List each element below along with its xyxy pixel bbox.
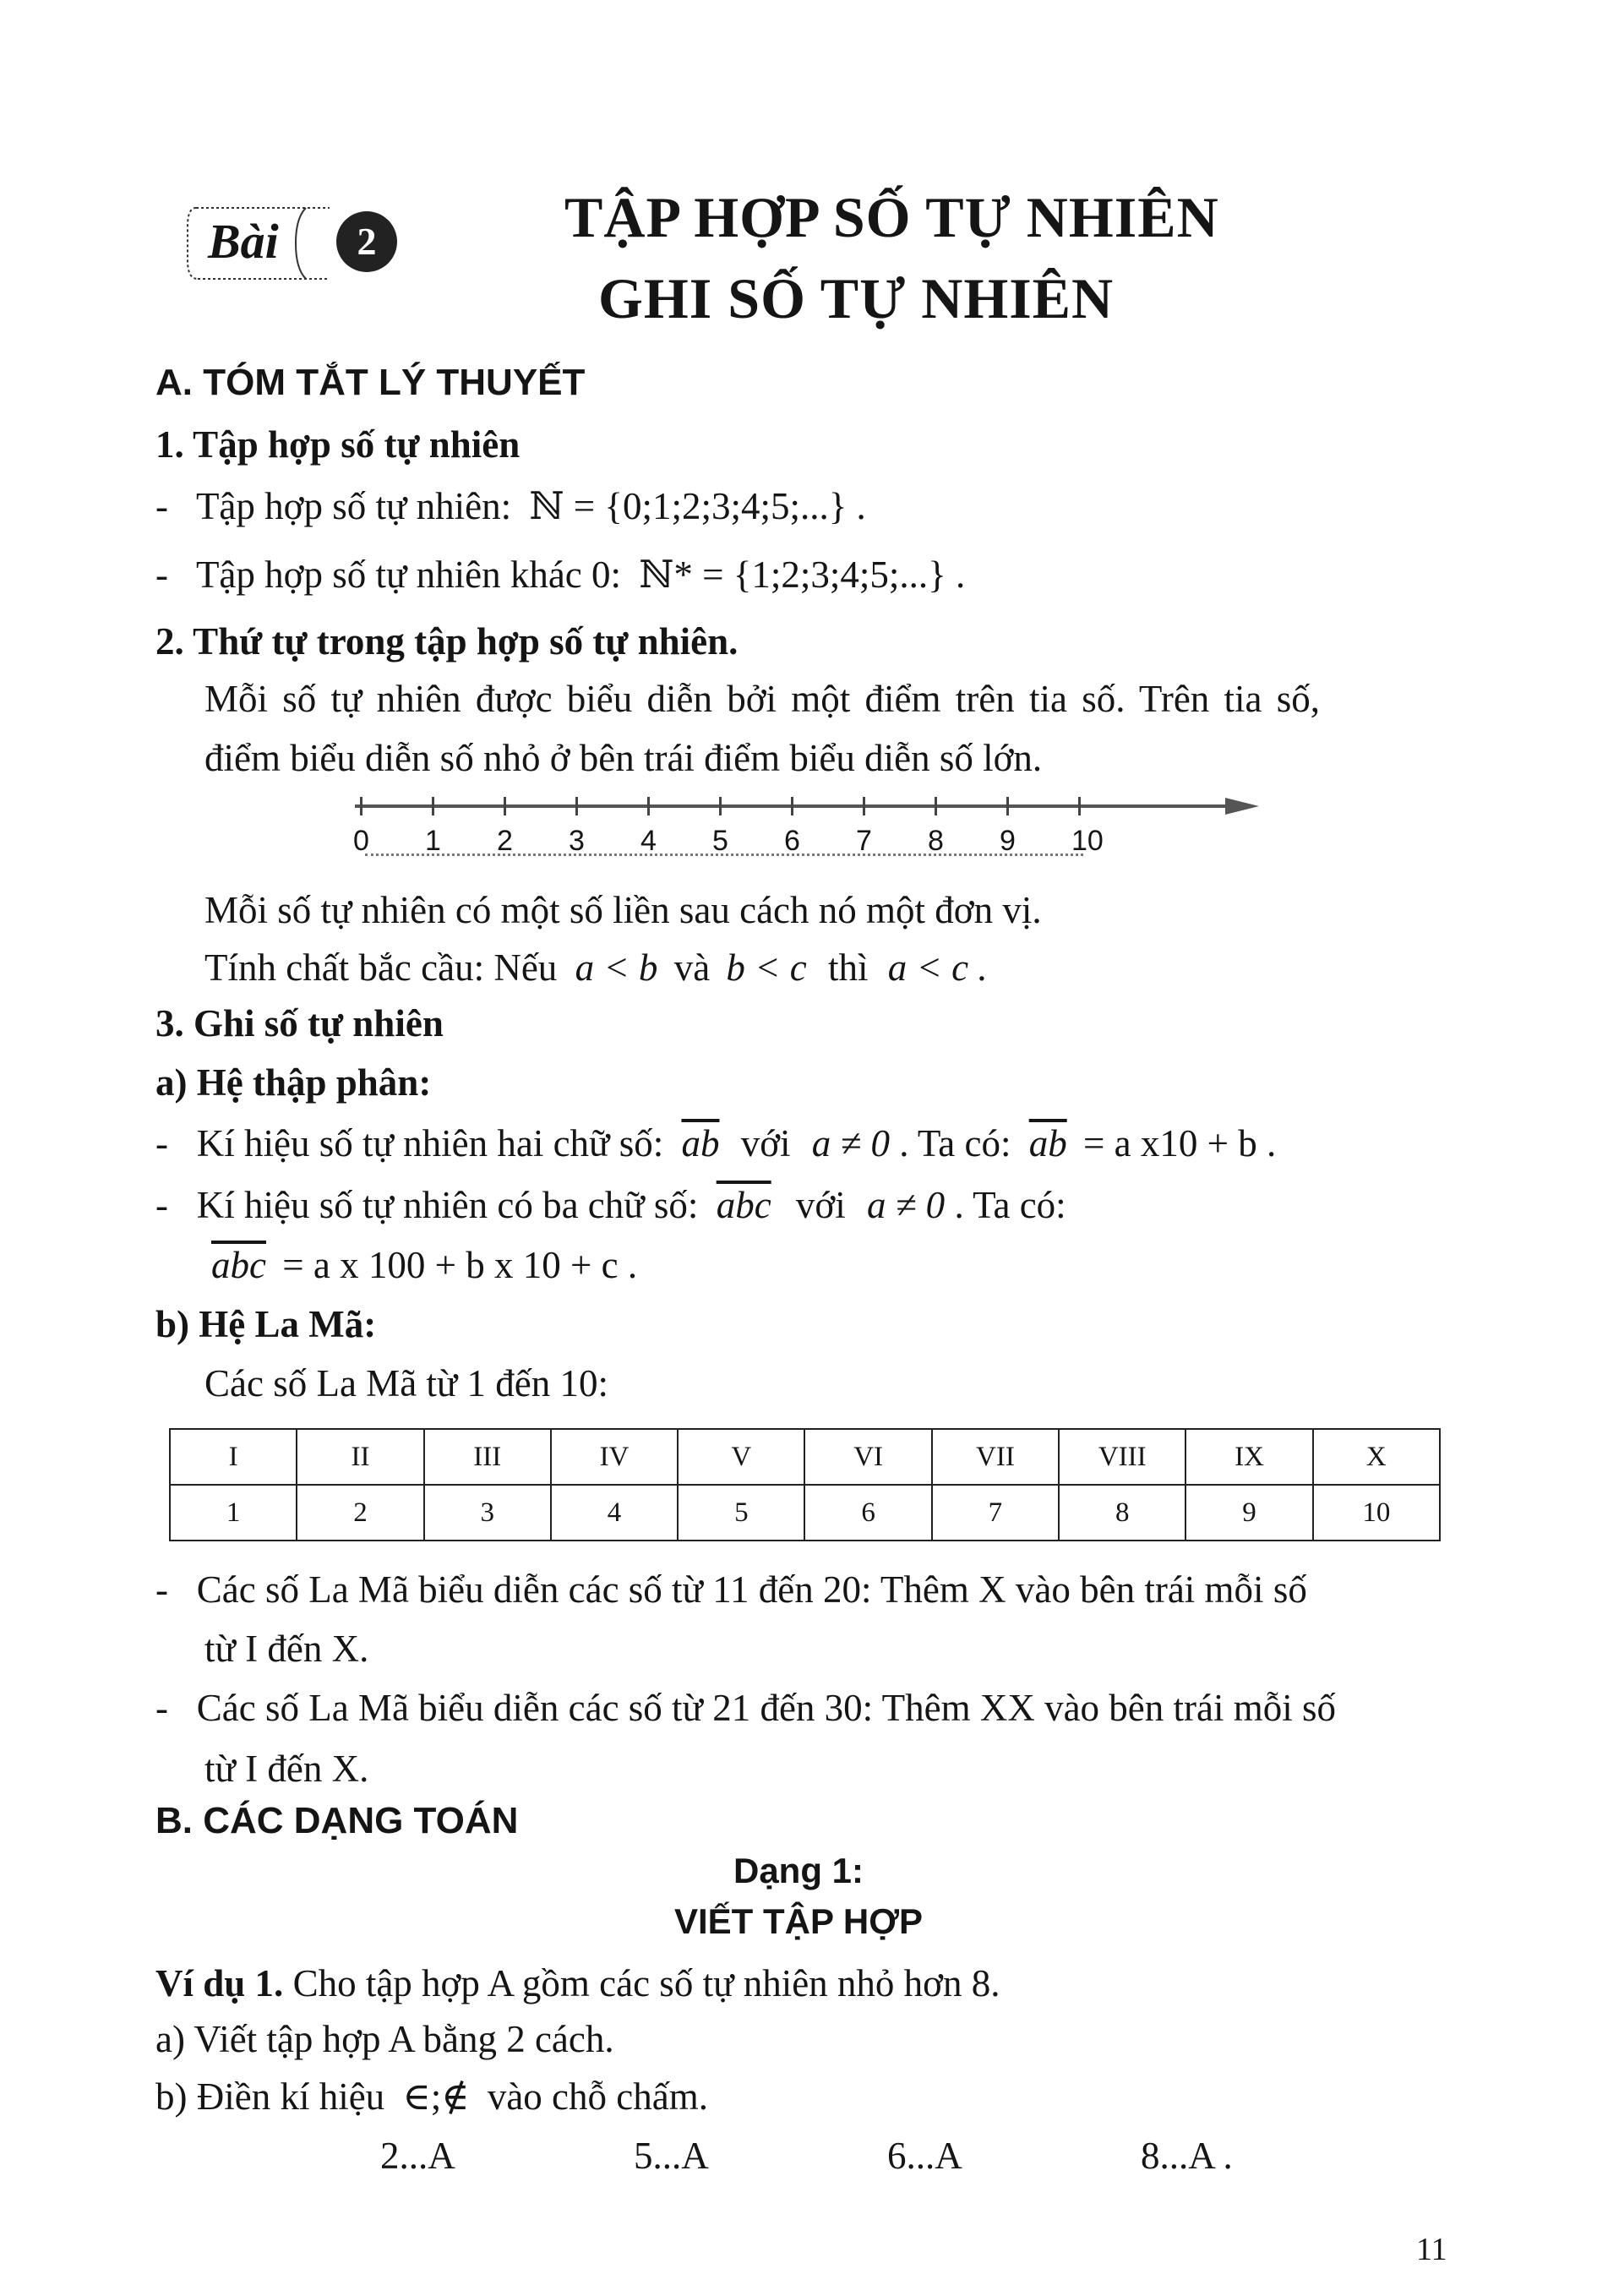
table-cell: 7 [932,1485,1059,1541]
number-line-tick [1078,797,1081,815]
page-title-line2: GHI SỐ TỰ NHIÊN [598,266,1115,330]
s2-p2: Mỗi số tự nhiên có một số liền sau cách nó một đơn vị. [204,889,1042,931]
page-title-line1: TẬP HỢP SỐ TỰ NHIÊN [564,185,1219,249]
p3-math1: a < b [575,946,658,989]
dang-subtitle: VIẾT TẬP HỢP [673,1901,924,1941]
table-row-roman [170,1429,1440,1485]
table-cell: IX [1185,1429,1312,1485]
table-cell: IV [551,1429,678,1485]
table-cell: 6 [804,1485,931,1541]
table-cell: 4 [551,1485,678,1541]
example-1 [155,1959,1000,2008]
page-number: 11 [1416,2232,1447,2267]
s3-a-bullet2 [155,1181,1066,1230]
table-cell: III [424,1429,551,1485]
roman-numeral-table [169,1428,1441,1541]
table-cell: V [678,1429,804,1485]
bullet-dash: - [155,1184,188,1226]
bullet-dash: - [155,1122,188,1164]
table-cell: VI [804,1429,931,1485]
vd-b-text1: b) Điền kí hiệu [155,2075,385,2118]
s3-b-intro: Các số La Mã từ 1 đến 10: [204,1362,609,1404]
section-a-heading: A. TÓM TẮT LÝ THUYẾT [155,362,586,403]
table-cell: 9 [1185,1485,1312,1541]
s3-heading: 3. Ghi số tự nhiên [155,1002,444,1044]
s1-b2-math: ℕ* = {1;2;3;4;5;...} . [639,554,966,596]
s1-b2-text: Tập hợp số tự nhiên khác 0: [195,554,622,596]
number-line-tick [432,797,434,815]
s3-b-bullet1-line2: từ I đến X. [204,1628,369,1670]
a1-text2: với [740,1122,791,1164]
section-b-heading: B. CÁC DẠNG TOÁN [155,1800,519,1841]
number-line [346,786,1276,870]
s2-p1-line2: điểm biểu diễn số nhỏ ở bên trái điểm biểu diễn số lớn. [204,737,1043,779]
s1-b1-text: Tập hợp số tự nhiên: [195,485,512,527]
table-cell: VII [932,1429,1059,1485]
b1-line1: Các số La Mã biểu diễn các số từ 11 đến 20: Thêm X vào bên trái mỗi số [196,1568,1307,1611]
number-line-tick [719,797,722,815]
blank-1: 2...A [380,2135,455,2177]
a2-abc2: $\overline{abc}$ [211,1244,266,1286]
number-line-label: 8 [928,825,944,857]
lesson-label: Bài [208,214,279,269]
a1-text3: . Ta có: [899,1122,1011,1164]
number-line-label: 9 [1000,825,1016,857]
a1-cond: a ≠ 0 [811,1122,890,1164]
bullet-dash: - [155,1568,188,1611]
table-cell: 2 [297,1485,423,1541]
blank-3: 6...A [887,2135,962,2177]
example-part-b [155,2072,708,2121]
number-line-label: 6 [784,825,800,857]
a2-abc: $\overline{abc}$ [716,1184,771,1226]
number-line-label: 0 [353,825,369,857]
number-line-tick [360,797,362,815]
bullet-dash: - [155,1687,188,1729]
table-cell: II [297,1429,423,1485]
number-line-label: 4 [640,825,657,857]
table-cell: I [170,1429,297,1485]
table-cell: 3 [424,1485,551,1541]
table-cell: X [1313,1429,1440,1485]
dang-title: Dạng 1: [733,1851,864,1890]
table-cell: VIII [1059,1429,1185,1485]
a2-expr: = a x 100 + b x 10 + c . [282,1244,638,1286]
number-line-label: 10 [1071,825,1104,857]
table-cell: 8 [1059,1485,1185,1541]
number-line-tick [575,797,578,815]
s1-b1-math: ℕ = {0;1;2;3;4;5;...} . [529,485,866,527]
number-line-label: 5 [712,825,728,857]
p3-text1: Tính chất bắc cầu: Nếu [204,946,558,989]
number-line-tick [504,797,506,815]
blank-4: 8...A . [1141,2135,1233,2177]
number-line-label: 2 [497,825,513,857]
number-line-tick [863,797,865,815]
example-text: Cho tập hợp A gồm các số tự nhiên nhỏ hơn 8. [292,1962,1000,2004]
s3-b-heading: b) Hệ La Mã: [155,1303,377,1345]
number-line-tick [1006,797,1009,815]
a1-ab: $\overline{ab}$ [681,1122,720,1164]
s3-b-bullet2-line1 [155,1683,1336,1732]
s1-bullet1 [155,482,866,531]
number-line-label: 7 [856,825,872,857]
s2-p1-line1: Mỗi số tự nhiên được biểu diễn bởi một điểm trên tia số. Trên tia số, [204,678,1321,720]
s2-heading: 2. Thứ tự trong tập hợp số tự nhiên. [155,620,739,663]
table-row-arabic [170,1485,1440,1541]
a2-text1: Kí hiệu số tự nhiên có ba chữ số: [196,1184,699,1226]
s3-a-bullet1 [155,1119,1276,1168]
a2-text3: . Ta có: [954,1184,1066,1226]
s1-bullet2 [155,550,965,599]
number-line-tick [791,797,793,815]
bullet-dash: - [155,485,188,527]
p3-math3: a < c . [887,946,988,989]
number-line-tick [935,797,937,815]
bullet-dash: - [155,554,188,596]
vd-b-text2: vào chỗ chấm. [487,2075,708,2118]
s2-p3 [204,943,988,992]
number-line-dots [365,854,1083,856]
lesson-number-badge [336,211,397,272]
number-line-tick [647,797,650,815]
blank-2: 5...A [634,2135,709,2177]
a1-ab2: $\overline{ab}$ [1028,1122,1067,1164]
s3-a-bullet2-cont [211,1241,637,1290]
s3-b-bullet2-line2: từ I đến X. [204,1748,369,1790]
a1-expr: = a x10 + b . [1082,1122,1277,1164]
lesson-badge [179,201,377,286]
p3-math2: b < c [726,946,807,989]
example-part-a: a) Viết tập hợp A bằng 2 cách. [155,2018,614,2060]
b2-line1: Các số La Mã biểu diễn các số từ 21 đến 30: Thêm XX vào bên trái mỗi số [196,1687,1336,1729]
s3-a-heading: a) Hệ thập phân: [155,1061,432,1104]
number-line-label: 1 [425,825,441,857]
a2-cond: a ≠ 0 [866,1184,946,1226]
a1-text1: Kí hiệu số tự nhiên hai chữ số: [196,1122,664,1164]
p3-text2: và [673,946,711,989]
table-cell: 10 [1313,1485,1440,1541]
p3-text3: thì [828,946,869,989]
s3-b-bullet1-line1 [155,1565,1307,1614]
lesson-number: 2 [357,220,377,263]
example-label: Ví dụ 1. [155,1962,284,2004]
number-line-arrow-icon [346,786,1276,820]
a2-text2: với [795,1184,846,1226]
number-line-label: 3 [569,825,585,857]
table-cell: 5 [678,1485,804,1541]
s1-heading: 1. Tập hợp số tự nhiên [155,423,521,466]
table-cell: 1 [170,1485,297,1541]
vd-b-symbols: ∈;∉ [402,2075,470,2118]
